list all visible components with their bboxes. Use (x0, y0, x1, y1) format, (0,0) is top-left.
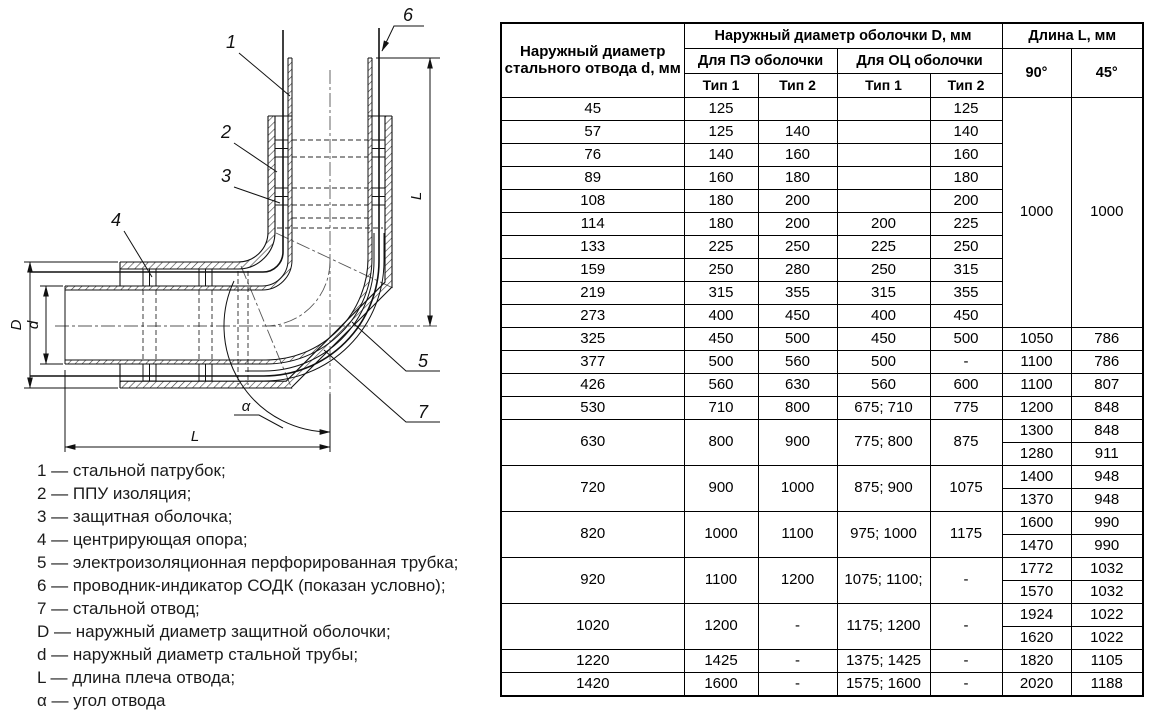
cell-d: 377 (501, 351, 684, 374)
cell-oc1: 450 (837, 328, 930, 351)
cell-pe1: 1425 (684, 650, 758, 673)
cell-pe1: 710 (684, 397, 758, 420)
cell-pe2: 500 (758, 328, 837, 351)
table-row (501, 397, 1143, 420)
header-90deg: 90° (1002, 49, 1071, 98)
cell-L90: 1924 (1002, 604, 1071, 627)
cell-pe1: 1000 (684, 512, 758, 558)
legend-item: α — угол отвода (37, 691, 166, 710)
cell-pe2: 630 (758, 374, 837, 397)
cell-L90: 1820 (1002, 650, 1071, 673)
header-oc-casing: Для ОЦ оболочки (837, 49, 1002, 74)
cell-oc1: 400 (837, 305, 930, 328)
cell-oc1: 1075; 1100; (837, 558, 930, 604)
cell-oc1: 775; 800 (837, 420, 930, 466)
cell-pe1: 560 (684, 374, 758, 397)
table-row (501, 374, 1143, 397)
cell-d: 45 (501, 98, 684, 121)
legend-item: L — длина плеча отвода; (37, 668, 236, 687)
cell-oc1: 675; 710 (837, 397, 930, 420)
cell-d: 133 (501, 236, 684, 259)
cell-L45: 1105 (1071, 650, 1143, 673)
cell-pe2: 280 (758, 259, 837, 282)
dimension-L-right-label: L (408, 191, 425, 201)
cell-L45: 807 (1071, 374, 1143, 397)
table-row (501, 351, 1143, 374)
cell-oc2: 775 (930, 397, 1002, 420)
cell-pe1: 1100 (684, 558, 758, 604)
elbow-technical-drawing (0, 0, 500, 460)
callout-3: 3 (220, 166, 232, 186)
cell-oc1: 500 (837, 351, 930, 374)
cell-L45: 848 (1071, 420, 1143, 443)
cell-d: 530 (501, 397, 684, 420)
header-length-group: Длина L, мм (1002, 23, 1143, 49)
cell-oc1: 1375; 1425 (837, 650, 930, 673)
indicator-conductors (30, 28, 379, 376)
cell-L45: 911 (1071, 443, 1143, 466)
cell-oc2: 450 (930, 305, 1002, 328)
cell-pe2: 250 (758, 236, 837, 259)
table-row (501, 420, 1143, 443)
centering-supports (143, 140, 385, 381)
cell-d: 1220 (501, 650, 684, 673)
table-row (501, 98, 1143, 121)
cell-oc2: 200 (930, 190, 1002, 213)
cell-d: 920 (501, 558, 684, 604)
cell-pe2: 140 (758, 121, 837, 144)
cell-pe2: 450 (758, 305, 837, 328)
cell-oc1 (837, 144, 930, 167)
cell-L90-shared: 1000 (1002, 98, 1071, 328)
cell-oc2: 315 (930, 259, 1002, 282)
table-row (501, 673, 1143, 697)
cell-d: 325 (501, 328, 684, 351)
legend-item: D — наружный диаметр защитной оболочки; (37, 622, 391, 641)
cell-pe2: - (758, 604, 837, 650)
cell-oc2: - (930, 650, 1002, 673)
cell-pe2: 560 (758, 351, 837, 374)
cell-d: 89 (501, 167, 684, 190)
cell-pe2: 1100 (758, 512, 837, 558)
cell-oc1: 250 (837, 259, 930, 282)
cell-d: 159 (501, 259, 684, 282)
dimension-d-label: d (25, 320, 42, 330)
cell-pe2: 900 (758, 420, 837, 466)
cell-L45: 1188 (1071, 673, 1143, 697)
cell-oc2: 600 (930, 374, 1002, 397)
table-row (501, 328, 1143, 351)
cell-oc1: 1575; 1600 (837, 673, 930, 697)
legend-item: 1 — стальной патрубок; (37, 461, 226, 480)
cell-pe1: 225 (684, 236, 758, 259)
cell-oc1: 200 (837, 213, 930, 236)
cell-d: 1020 (501, 604, 684, 650)
header-casing-diameter-group: Наружный диаметр оболочки D, мм (684, 23, 1002, 49)
header-45deg: 45° (1071, 49, 1143, 98)
legend-item: 2 — ППУ изоляция; (37, 484, 192, 503)
legend-item: 5 — электроизоляционная перфорированная трубка; (37, 553, 459, 572)
cell-pe2: - (758, 673, 837, 697)
cell-pe2: 180 (758, 167, 837, 190)
cell-L45: 948 (1071, 466, 1143, 489)
cell-L90: 2020 (1002, 673, 1071, 697)
cell-d: 76 (501, 144, 684, 167)
cell-L90: 1600 (1002, 512, 1071, 535)
cell-pe1: 1200 (684, 604, 758, 650)
cell-L90: 1370 (1002, 489, 1071, 512)
cell-oc2: 140 (930, 121, 1002, 144)
cell-oc1: 975; 1000 (837, 512, 930, 558)
cell-pe1: 1600 (684, 673, 758, 697)
cell-d: 630 (501, 420, 684, 466)
cell-pe1: 800 (684, 420, 758, 466)
cell-oc2: - (930, 351, 1002, 374)
header-pe-casing: Для ПЭ оболочки (684, 49, 837, 74)
cell-L90: 1470 (1002, 535, 1071, 558)
cell-oc1: 875; 900 (837, 466, 930, 512)
cell-pe1: 140 (684, 144, 758, 167)
cell-L90: 1100 (1002, 351, 1071, 374)
cell-L45-shared: 1000 (1071, 98, 1143, 328)
cell-oc2: 125 (930, 98, 1002, 121)
cell-pe1: 180 (684, 190, 758, 213)
cell-pe1: 900 (684, 466, 758, 512)
cell-oc1: 225 (837, 236, 930, 259)
header-oc-type2: Тип 2 (930, 74, 1002, 98)
legend-item: 4 — центрирующая опора; (37, 530, 248, 549)
legend-item: 7 — стальной отвод; (37, 599, 200, 618)
cell-oc2: 225 (930, 213, 1002, 236)
cell-L45: 1022 (1071, 627, 1143, 650)
legend-item: 3 — защитная оболочка; (37, 507, 233, 526)
legend-item: d — наружный диаметр стальной трубы; (37, 645, 359, 664)
callout-4: 4 (110, 210, 122, 230)
cell-d: 219 (501, 282, 684, 305)
cell-d: 426 (501, 374, 684, 397)
cell-L90: 1100 (1002, 374, 1071, 397)
table-row (501, 650, 1143, 673)
cell-pe2: 200 (758, 213, 837, 236)
header-pe-type2: Тип 2 (758, 74, 837, 98)
cell-pe1: 180 (684, 213, 758, 236)
cell-oc1 (837, 98, 930, 121)
cell-oc2: - (930, 604, 1002, 650)
cell-oc2: 1175 (930, 512, 1002, 558)
callout-6: 6 (402, 5, 414, 25)
callout-1: 1 (225, 32, 237, 52)
cell-L45: 848 (1071, 397, 1143, 420)
cell-d: 720 (501, 466, 684, 512)
cell-oc2: 355 (930, 282, 1002, 305)
cell-d: 108 (501, 190, 684, 213)
cell-L45: 786 (1071, 328, 1143, 351)
cell-pe2: 1200 (758, 558, 837, 604)
cell-L90: 1400 (1002, 466, 1071, 489)
cell-L45: 990 (1071, 535, 1143, 558)
dimension-labels (8, 192, 425, 445)
cell-pe1: 125 (684, 121, 758, 144)
cell-pe1: 125 (684, 98, 758, 121)
cell-d: 1420 (501, 673, 684, 697)
cell-d: 820 (501, 512, 684, 558)
cell-L45: 1032 (1071, 558, 1143, 581)
cell-L45: 1032 (1071, 581, 1143, 604)
table-row (501, 604, 1143, 627)
callout-2: 2 (220, 122, 232, 142)
cell-oc1 (837, 121, 930, 144)
table-row (501, 512, 1143, 535)
cell-oc2: 180 (930, 167, 1002, 190)
header-oc-type1: Тип 1 (837, 74, 930, 98)
callout-5: 5 (417, 351, 429, 371)
cell-pe1: 250 (684, 259, 758, 282)
table-row (501, 558, 1143, 581)
cell-L45: 948 (1071, 489, 1143, 512)
table-row (501, 466, 1143, 489)
cell-pe2: 200 (758, 190, 837, 213)
cell-pe2: 800 (758, 397, 837, 420)
cell-L45: 990 (1071, 512, 1143, 535)
cell-L45: 1022 (1071, 604, 1143, 627)
header-pe-type1: Тип 1 (684, 74, 758, 98)
cell-d: 273 (501, 305, 684, 328)
cell-pe1: 315 (684, 282, 758, 305)
cell-oc2: 160 (930, 144, 1002, 167)
cell-oc2: 1075 (930, 466, 1002, 512)
legend (37, 459, 497, 712)
cell-oc2: 875 (930, 420, 1002, 466)
cell-L90: 1050 (1002, 328, 1071, 351)
spec-table-container (500, 22, 1144, 697)
cell-pe1: 160 (684, 167, 758, 190)
callout-7: 7 (417, 402, 429, 422)
cell-pe2: 355 (758, 282, 837, 305)
cell-pe1: 400 (684, 305, 758, 328)
dimension-L-bottom-label: L (190, 428, 200, 445)
cell-L90: 1280 (1002, 443, 1071, 466)
cell-pe2: 160 (758, 144, 837, 167)
legend-item: 6 — проводник-индикатор СОДК (показан условно); (37, 576, 446, 595)
cell-d: 57 (501, 121, 684, 144)
cell-pe1: 450 (684, 328, 758, 351)
cell-oc2: - (930, 558, 1002, 604)
cell-L90: 1200 (1002, 397, 1071, 420)
cell-pe2: - (758, 650, 837, 673)
header-steel-diameter: Наружный диаметр стального отвода d, мм (501, 23, 684, 98)
cell-L90: 1772 (1002, 558, 1071, 581)
cell-L90: 1620 (1002, 627, 1071, 650)
cell-oc2: 250 (930, 236, 1002, 259)
spec-table (500, 22, 1144, 697)
cell-pe1: 500 (684, 351, 758, 374)
cell-L45: 786 (1071, 351, 1143, 374)
dimension-lines (24, 58, 440, 452)
cell-d: 114 (501, 213, 684, 236)
cell-oc1: 560 (837, 374, 930, 397)
cell-oc2: 500 (930, 328, 1002, 351)
cell-pe2: 1000 (758, 466, 837, 512)
cell-L90: 1570 (1002, 581, 1071, 604)
cell-L90: 1300 (1002, 420, 1071, 443)
dimension-D-label: D (8, 319, 25, 331)
dimension-alpha-label: α (241, 398, 251, 415)
cell-oc1 (837, 190, 930, 213)
cell-oc2: - (930, 673, 1002, 697)
cell-pe2 (758, 98, 837, 121)
cell-oc1: 315 (837, 282, 930, 305)
cell-oc1 (837, 167, 930, 190)
cell-oc1: 1175; 1200 (837, 604, 930, 650)
